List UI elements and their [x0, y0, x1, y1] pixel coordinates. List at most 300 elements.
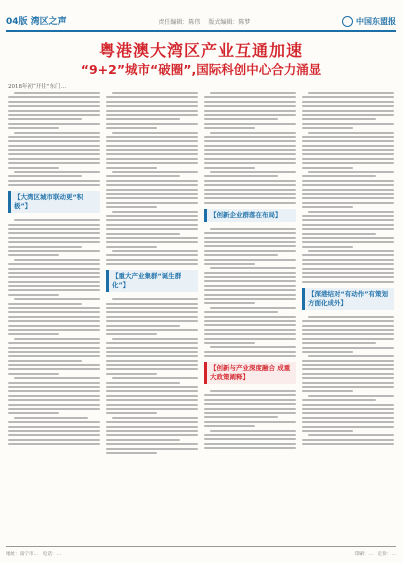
text-line	[8, 250, 100, 252]
text-line	[112, 171, 198, 173]
text-line	[210, 430, 296, 432]
text-line	[302, 268, 394, 270]
text-line	[308, 92, 394, 94]
text-line	[106, 259, 198, 261]
text-line	[8, 241, 100, 243]
text-line	[302, 206, 353, 208]
text-line	[210, 390, 296, 392]
editor-credit: 责任编辑：陈伟	[158, 19, 201, 26]
text-line	[106, 448, 198, 450]
text-line	[106, 452, 157, 454]
text-line	[302, 263, 394, 265]
text-line	[8, 360, 82, 362]
text-line	[302, 382, 394, 384]
text-line	[106, 311, 198, 313]
text-line	[210, 267, 296, 269]
text-line	[106, 426, 198, 428]
text-line	[8, 263, 100, 265]
text-line	[302, 246, 353, 248]
text-line	[302, 167, 353, 169]
footer-right: 印刷：… 定价：…	[354, 552, 396, 557]
text-line	[204, 298, 296, 300]
text-line	[106, 364, 198, 366]
text-line	[204, 421, 296, 423]
footer	[6, 546, 396, 557]
text-line	[204, 167, 255, 169]
text-line	[8, 272, 100, 274]
text-line	[204, 110, 296, 112]
text-line	[106, 399, 198, 401]
text-line	[106, 114, 198, 116]
text-line	[302, 202, 394, 204]
text-line	[8, 303, 82, 305]
text-line	[302, 351, 353, 353]
text-line	[302, 417, 394, 419]
text-line	[8, 254, 59, 256]
text-line	[106, 316, 198, 318]
text-line	[14, 259, 100, 261]
text-line	[204, 118, 278, 120]
logo-text: 中国东盟报	[355, 17, 396, 26]
text-line	[106, 158, 198, 160]
text-line	[302, 241, 394, 243]
text-line	[8, 224, 100, 226]
text-line	[8, 285, 100, 287]
text-line	[302, 368, 394, 370]
text-line	[106, 254, 198, 256]
masthead-meta	[158, 17, 250, 30]
column-2	[106, 90, 198, 541]
text-line	[106, 202, 198, 204]
text-line	[308, 355, 394, 357]
text-line	[210, 171, 296, 173]
text-line	[302, 184, 394, 186]
text-line	[302, 110, 394, 112]
section-heading: 【深港结对“有动作”有策划方面化成外】	[302, 288, 394, 310]
text-line	[204, 153, 296, 155]
text-line	[204, 237, 296, 239]
text-line	[204, 333, 296, 335]
text-line	[8, 404, 100, 406]
text-line	[14, 417, 88, 419]
text-line	[204, 338, 296, 340]
text-line	[14, 171, 100, 173]
text-line	[8, 167, 59, 169]
text-line	[204, 289, 296, 291]
text-line	[8, 105, 100, 107]
text-line	[8, 325, 100, 327]
text-line	[302, 412, 394, 414]
text-line	[8, 408, 100, 410]
text-line	[106, 145, 198, 147]
designer-credit: 版式编辑：陈梦	[208, 19, 251, 26]
text-line	[204, 149, 296, 151]
text-line	[308, 434, 394, 436]
text-line	[106, 184, 198, 186]
text-line	[106, 175, 180, 177]
text-line	[106, 443, 198, 445]
text-line	[204, 189, 296, 191]
text-line	[204, 127, 255, 129]
text-line	[302, 140, 394, 142]
text-line	[106, 241, 198, 243]
text-line	[106, 180, 198, 182]
text-line	[204, 145, 296, 147]
text-line	[204, 311, 278, 313]
text-line	[302, 118, 376, 120]
subheadline: “9+2”城市“破圈”,国际科创中心合力涌显	[80, 62, 322, 77]
text-line	[8, 276, 100, 278]
text-line	[204, 180, 296, 182]
text-line	[8, 439, 100, 441]
text-line	[106, 342, 198, 344]
text-line	[8, 175, 82, 177]
text-line	[308, 250, 394, 252]
text-line	[204, 254, 278, 256]
text-line	[8, 355, 100, 357]
text-line	[106, 421, 198, 423]
text-line	[106, 149, 198, 151]
text-line	[112, 298, 198, 300]
text-line	[204, 316, 296, 318]
text-line	[106, 347, 198, 349]
text-line	[210, 307, 296, 309]
text-line	[204, 408, 296, 410]
text-line	[106, 368, 198, 370]
section-heading: 【创新企业群落在布局】	[204, 209, 296, 222]
text-line	[8, 246, 82, 248]
text-line	[8, 329, 100, 331]
text-line	[204, 438, 296, 440]
text-line	[302, 342, 376, 344]
text-line	[8, 426, 100, 428]
text-line	[302, 162, 394, 164]
text-line	[308, 395, 394, 397]
newspaper-logo	[342, 16, 396, 30]
masthead	[6, 6, 396, 32]
text-line	[302, 149, 394, 151]
headline: 粤港澳大湾区产业互通加速	[98, 41, 303, 60]
text-line	[204, 140, 296, 142]
column-4	[302, 90, 394, 541]
text-line	[302, 228, 394, 230]
text-line	[308, 132, 394, 134]
text-line	[204, 302, 255, 304]
text-line	[8, 114, 100, 116]
text-line	[204, 342, 255, 344]
text-line	[14, 132, 100, 134]
text-line	[14, 338, 100, 340]
text-line	[106, 333, 157, 335]
text-line	[106, 237, 198, 239]
text-line	[106, 408, 198, 410]
text-line	[204, 197, 296, 199]
text-line	[308, 211, 394, 213]
text-line	[106, 189, 198, 191]
text-line	[8, 232, 100, 234]
text-line	[106, 162, 198, 164]
text-line	[204, 184, 296, 186]
text-line	[8, 347, 100, 349]
text-line	[204, 351, 296, 353]
text-line	[204, 355, 296, 357]
text-line	[106, 325, 180, 327]
text-line	[106, 123, 198, 125]
text-line	[8, 311, 100, 313]
text-line	[106, 390, 198, 392]
text-line	[302, 386, 394, 388]
article-columns	[8, 90, 394, 541]
footer-left: 地址：南宁市… 电话：…	[6, 552, 62, 557]
column-3	[204, 90, 296, 541]
text-line	[106, 224, 198, 226]
text-line	[8, 158, 100, 160]
text-line	[204, 324, 296, 326]
body-text	[8, 217, 100, 445]
text-line	[302, 145, 394, 147]
text-line	[308, 316, 394, 318]
body-text	[106, 90, 198, 265]
body-text	[8, 90, 100, 186]
text-line	[8, 368, 100, 370]
body-text	[204, 226, 296, 357]
text-line	[8, 184, 100, 186]
text-line	[302, 219, 394, 221]
text-line	[8, 430, 100, 432]
text-line	[106, 439, 180, 441]
text-line	[204, 232, 296, 234]
text-line	[8, 289, 100, 291]
text-line	[302, 189, 394, 191]
body-text	[302, 314, 394, 445]
text-line	[302, 430, 353, 432]
text-line	[302, 373, 394, 375]
text-line	[302, 127, 353, 129]
text-line	[204, 434, 296, 436]
text-line	[302, 105, 394, 107]
text-line	[8, 140, 100, 142]
text-line	[8, 434, 100, 436]
text-line	[14, 298, 100, 300]
text-line	[106, 167, 157, 169]
text-line	[204, 329, 296, 331]
section-heading: 【创新与产业深度融合 成重大政策阐释】	[204, 362, 296, 384]
text-line	[302, 215, 394, 217]
text-line	[302, 329, 394, 331]
text-line	[8, 421, 100, 423]
text-line	[112, 211, 198, 213]
text-line	[210, 228, 296, 230]
text-line	[204, 425, 255, 427]
body-text	[204, 388, 296, 449]
text-line	[204, 403, 296, 405]
text-line	[112, 92, 198, 94]
text-line	[302, 193, 394, 195]
text-line	[302, 136, 394, 138]
body-text	[204, 90, 296, 204]
text-line	[106, 233, 180, 235]
text-line	[8, 386, 100, 388]
text-line	[204, 175, 278, 177]
text-line	[302, 281, 394, 283]
text-line	[204, 280, 296, 282]
text-line	[106, 110, 198, 112]
text-line	[106, 153, 198, 155]
text-line	[112, 132, 198, 134]
text-line	[8, 268, 100, 270]
text-line	[106, 246, 157, 248]
text-line	[8, 118, 82, 120]
text-line	[204, 394, 296, 396]
text-line	[302, 426, 394, 428]
text-line	[204, 285, 296, 287]
text-line	[302, 233, 376, 235]
text-line	[204, 193, 296, 195]
text-line	[302, 364, 394, 366]
text-line	[106, 351, 198, 353]
text-line	[14, 219, 100, 221]
text-line	[302, 272, 394, 274]
text-line	[302, 325, 394, 327]
text-line	[8, 412, 59, 414]
text-line	[308, 171, 394, 173]
text-line	[302, 153, 394, 155]
text-line	[106, 228, 198, 230]
text-line	[8, 333, 59, 335]
text-line	[210, 132, 296, 134]
text-line	[302, 399, 376, 401]
text-line	[112, 338, 198, 340]
text-line	[204, 158, 296, 160]
text-line	[106, 140, 198, 142]
text-line	[302, 377, 394, 379]
text-line	[8, 149, 100, 151]
text-line	[8, 307, 100, 309]
text-line	[14, 377, 100, 379]
text-line	[106, 329, 198, 331]
text-line	[204, 263, 255, 265]
text-line	[106, 360, 198, 362]
text-line	[106, 263, 198, 265]
text-line	[302, 408, 394, 410]
text-line	[204, 272, 296, 274]
text-line	[302, 96, 394, 98]
text-line	[8, 364, 100, 366]
text-line	[210, 92, 296, 94]
text-line	[204, 320, 296, 322]
section-heading: 【重大产业集群“诞生群化”】	[106, 270, 198, 292]
text-line	[302, 259, 394, 261]
text-line	[204, 105, 296, 107]
text-line	[204, 412, 296, 414]
text-line	[8, 320, 100, 322]
text-line	[8, 316, 100, 318]
text-line	[204, 276, 296, 278]
text-line	[106, 206, 157, 208]
text-line	[8, 390, 100, 392]
text-line	[302, 237, 394, 239]
text-line	[302, 443, 394, 445]
text-line	[106, 197, 198, 199]
text-line	[302, 347, 394, 349]
text-line	[8, 342, 100, 344]
text-line	[204, 96, 296, 98]
text-line	[8, 145, 100, 147]
text-line	[8, 237, 100, 239]
logo-emblem-icon	[342, 16, 353, 27]
text-line	[106, 101, 198, 103]
text-line	[302, 158, 394, 160]
text-line	[106, 412, 157, 414]
body-text	[302, 90, 394, 283]
text-line	[302, 254, 394, 256]
text-line	[8, 162, 100, 164]
text-line	[302, 338, 394, 340]
text-line	[106, 307, 198, 309]
byline: 2018年初“开往”东门…	[8, 84, 67, 90]
text-line	[204, 259, 296, 261]
text-line	[106, 430, 198, 432]
text-line	[106, 320, 198, 322]
text-line	[106, 96, 198, 98]
text-line	[204, 136, 296, 138]
text-line	[106, 373, 157, 375]
text-line	[8, 373, 59, 375]
text-line	[204, 245, 296, 247]
body-text	[106, 296, 198, 454]
text-line	[8, 395, 100, 397]
text-line	[8, 127, 59, 129]
text-line	[210, 346, 296, 348]
text-line	[8, 110, 100, 112]
text-line	[14, 92, 100, 94]
text-line	[8, 382, 100, 384]
text-line	[204, 399, 296, 401]
text-line	[112, 250, 198, 252]
text-line	[204, 443, 296, 445]
text-line	[8, 153, 100, 155]
column-1	[8, 90, 100, 541]
text-line	[204, 123, 296, 125]
text-line	[8, 399, 100, 401]
text-line	[302, 404, 394, 406]
text-line	[112, 377, 198, 379]
text-line	[106, 382, 180, 384]
text-line	[106, 127, 157, 129]
text-line	[302, 276, 394, 278]
text-line	[106, 434, 198, 436]
text-line	[8, 136, 100, 138]
text-line	[302, 360, 394, 362]
text-line	[106, 404, 198, 406]
text-line	[106, 386, 198, 388]
text-line	[302, 390, 353, 392]
text-line	[8, 443, 100, 445]
text-line	[8, 123, 100, 125]
text-line	[302, 114, 394, 116]
text-line	[204, 241, 296, 243]
text-line	[302, 101, 394, 103]
text-line	[106, 395, 198, 397]
text-line	[8, 180, 100, 182]
text-line	[8, 101, 100, 103]
text-line	[8, 281, 100, 283]
text-line	[302, 123, 394, 125]
text-line	[302, 175, 376, 177]
text-line	[204, 202, 296, 204]
text-line	[204, 294, 296, 296]
text-line	[8, 228, 100, 230]
